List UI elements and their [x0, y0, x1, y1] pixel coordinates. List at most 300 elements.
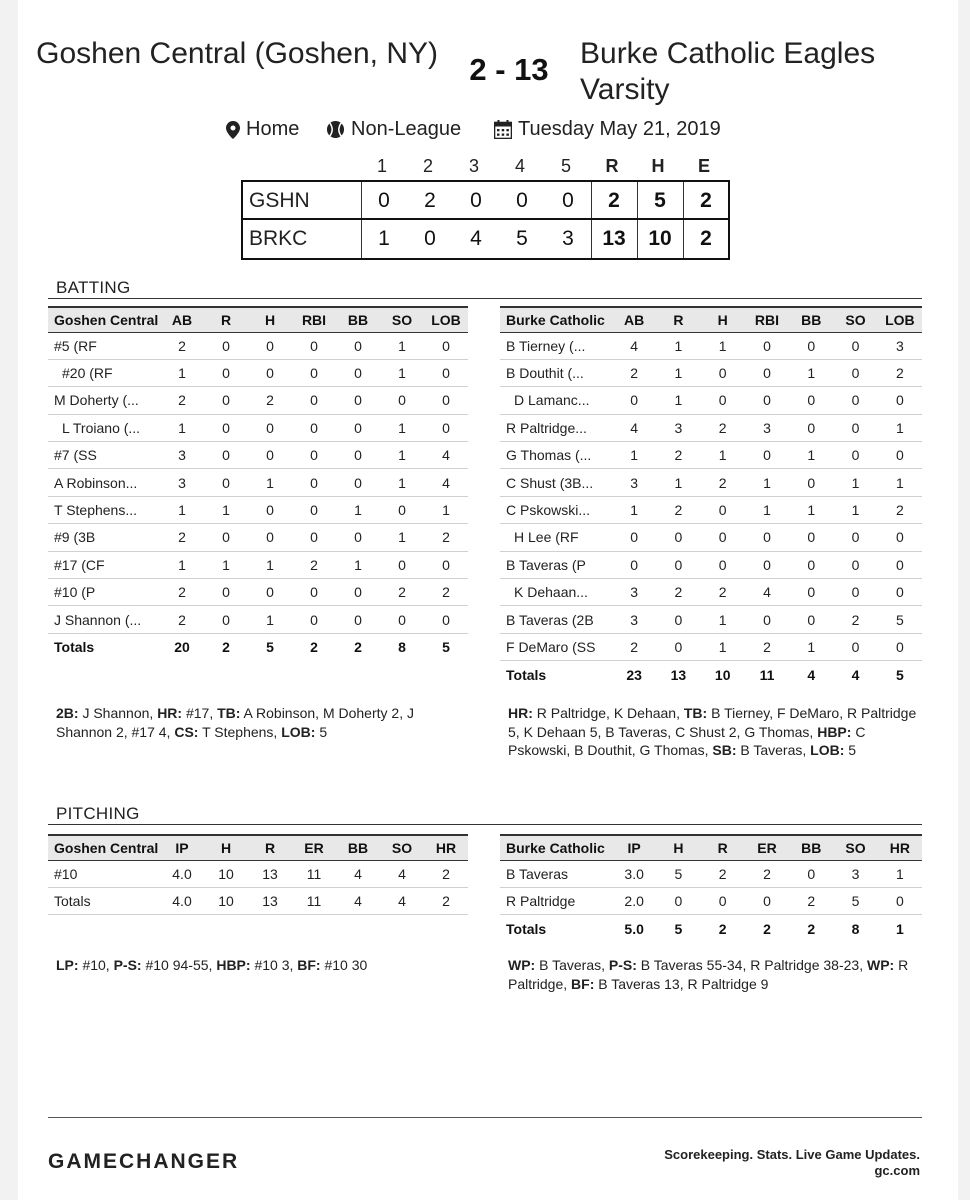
stat-cell: 2 — [745, 633, 789, 660]
stat-cell: 0 — [745, 387, 789, 414]
stat-cell: 0 — [745, 887, 789, 914]
stat-cell: 4 — [336, 860, 380, 887]
stat-cell: 3 — [833, 860, 877, 887]
table-row — [48, 332, 468, 359]
line-score-cell: 4 — [470, 227, 482, 250]
stat-cell: 0 — [878, 579, 922, 606]
player-name: #20 (RF — [48, 359, 160, 386]
stat-cell: 0 — [204, 524, 248, 551]
stat-cell: 0 — [204, 469, 248, 496]
stat-cell: 2 — [656, 496, 700, 523]
table-row — [500, 551, 922, 578]
totals-cell: 11 — [759, 666, 775, 683]
stat-cell: 0 — [424, 414, 468, 441]
away-team-name: Burke Catholic Eagles Varsity — [580, 37, 876, 106]
totals-cell: 4 — [807, 666, 816, 683]
table-row — [500, 579, 922, 606]
totals-row — [500, 661, 922, 688]
table-row — [48, 524, 468, 551]
stat-cell: 0 — [789, 469, 833, 496]
column-header: BB — [336, 835, 380, 860]
date-text: Tuesday May 21, 2019 — [518, 118, 721, 140]
totals-cell: 10 — [204, 887, 248, 914]
line-score-header: 2 — [422, 156, 433, 176]
stat-cell: 0 — [292, 496, 336, 523]
note-label: P-S: — [113, 957, 142, 973]
stat-cell: 0 — [292, 469, 336, 496]
note-text: 5 — [844, 742, 857, 758]
column-header: BB — [336, 307, 380, 332]
stat-cell: 0 — [424, 387, 468, 414]
column-header: IP — [160, 835, 204, 860]
box-score-page — [18, 0, 958, 1200]
column-header: H — [248, 307, 292, 332]
stat-cell: 0 — [336, 469, 380, 496]
player-name: H Lee (RF — [500, 524, 612, 551]
totals-cell: 4 — [851, 666, 860, 683]
stat-cell: 1 — [701, 442, 745, 469]
totals-cell: 1 — [895, 920, 904, 937]
table-header-row — [48, 307, 468, 332]
note-label: WP: — [866, 957, 895, 973]
totals-cell: 5 — [674, 920, 683, 937]
stat-cell: 1 — [380, 524, 424, 551]
stat-cell: 2 — [701, 414, 745, 441]
stat-cell: 1 — [160, 496, 204, 523]
stat-cell: 0 — [701, 524, 745, 551]
stat-cell: 0 — [292, 442, 336, 469]
note-label: WP: — [508, 957, 536, 973]
stat-cell: 2 — [160, 579, 204, 606]
totals-label: Totals — [506, 666, 547, 683]
totals-cell: 2 — [424, 887, 468, 914]
stat-cell: 5 — [656, 860, 700, 887]
table-row — [500, 887, 922, 914]
column-header: H — [701, 307, 745, 332]
goshen-pitching-table — [48, 834, 468, 915]
stat-cell: 0 — [878, 887, 922, 914]
stat-cell: 0 — [292, 332, 336, 359]
stat-cell: 0 — [878, 387, 922, 414]
line-score-cell: 3 — [562, 227, 574, 250]
stat-cell: 2 — [878, 359, 922, 386]
line-score-header: 3 — [468, 156, 479, 176]
column-header: SO — [380, 835, 424, 860]
stat-cell: 1 — [336, 551, 380, 578]
player-name: B Taveras (P — [500, 551, 612, 578]
totals-row — [500, 915, 922, 942]
table-header-row — [48, 835, 468, 860]
stat-cell: 0 — [833, 633, 877, 660]
note-text: #10 30 — [320, 957, 368, 973]
stat-cell: 2 — [612, 633, 656, 660]
footer-tagline — [664, 1147, 920, 1179]
stat-cell: 0 — [292, 414, 336, 441]
stat-cell: 1 — [248, 551, 292, 578]
column-header: SO — [833, 307, 877, 332]
stat-cell: 2 — [380, 579, 424, 606]
stat-cell: 0 — [380, 551, 424, 578]
team-column-header: Burke Catholic — [500, 835, 612, 860]
totals-label: Totals — [506, 920, 547, 937]
burke-batting-table — [500, 306, 922, 688]
stat-cell: 0 — [380, 387, 424, 414]
column-header: H — [204, 835, 248, 860]
stat-cell: 2 — [160, 387, 204, 414]
note-label: CS: — [174, 723, 199, 740]
stat-cell: 1 — [701, 606, 745, 633]
line-score-cell: 5 — [516, 227, 528, 250]
table-header-row — [500, 835, 922, 860]
totals-cell: 8 — [398, 639, 406, 656]
stat-cell: 3 — [612, 579, 656, 606]
stat-cell: 0 — [612, 387, 656, 414]
column-header: H — [656, 835, 700, 860]
note-text: #10 3, — [250, 957, 298, 973]
table-row — [48, 496, 468, 523]
stat-cell: 0 — [745, 551, 789, 578]
stat-cell: 0 — [336, 442, 380, 469]
player-name: L Troiano (... — [48, 414, 160, 441]
stat-cell: 11 — [292, 860, 336, 887]
stat-cell: 0 — [656, 524, 700, 551]
column-header: R — [204, 307, 248, 332]
line-score-cell: 0 — [470, 189, 482, 212]
column-header: R — [248, 835, 292, 860]
note-label: 2B: — [56, 705, 79, 721]
stat-cell: 0 — [424, 606, 468, 633]
stat-cell: 1 — [380, 332, 424, 359]
table-row — [500, 524, 922, 551]
table-row — [500, 633, 922, 660]
player-name: R Paltridge... — [500, 414, 612, 441]
stat-cell: 1 — [833, 496, 877, 523]
totals-cell: 5 — [266, 639, 274, 656]
note-label: LOB: — [810, 742, 845, 758]
stat-cell: 4 — [745, 579, 789, 606]
game-date — [494, 118, 721, 141]
totals-cell: 20 — [174, 639, 190, 656]
stat-cell: 0 — [380, 496, 424, 523]
note-text: #10, — [78, 957, 114, 973]
stat-cell: 4 — [612, 332, 656, 359]
stat-cell: 0 — [424, 332, 468, 359]
totals-cell: 11 — [292, 887, 336, 914]
stat-cell: 0 — [878, 633, 922, 660]
stat-cell: 1 — [248, 606, 292, 633]
stat-cell: 0 — [336, 579, 380, 606]
note-text: B Taveras, — [736, 742, 811, 758]
stat-cell: 2 — [878, 496, 922, 523]
stat-cell: 0 — [248, 332, 292, 359]
stat-cell: 2 — [292, 551, 336, 578]
stat-cell: 0 — [612, 524, 656, 551]
totals-row — [48, 887, 468, 914]
note-label: HBP: — [216, 957, 251, 973]
column-header: ER — [745, 835, 789, 860]
calendar-icon — [494, 120, 512, 139]
stat-cell: 1 — [204, 551, 248, 578]
totals-cell: 2 — [310, 639, 318, 656]
column-header: BB — [789, 307, 833, 332]
player-name: B Douthit (... — [500, 359, 612, 386]
player-name: R Paltridge — [500, 887, 612, 914]
stat-cell: 1 — [745, 496, 789, 523]
player-name: G Thomas (... — [500, 442, 612, 469]
stat-cell: 0 — [656, 887, 700, 914]
stat-cell: 2 — [248, 387, 292, 414]
stat-cell: 2 — [833, 606, 877, 633]
line-score-cell: 0 — [562, 189, 574, 212]
stat-cell: 0 — [878, 442, 922, 469]
column-header: LOB — [424, 307, 468, 332]
stat-cell: 1 — [336, 496, 380, 523]
stat-cell: 1 — [204, 496, 248, 523]
stat-cell: 0 — [745, 442, 789, 469]
stat-cell: 1 — [656, 387, 700, 414]
player-name: F DeMaro (SS — [500, 633, 612, 660]
table-row — [48, 551, 468, 578]
gamechanger-logo: GAMECHANGER — [48, 1150, 240, 1173]
stat-cell: 0 — [656, 633, 700, 660]
note-text: 5 — [315, 723, 328, 740]
column-header: IP — [612, 835, 656, 860]
player-name: B Taveras (2B — [500, 606, 612, 633]
stat-cell: 1 — [789, 633, 833, 660]
table-row — [500, 414, 922, 441]
totals-cell: 2 — [222, 639, 230, 656]
column-header: HR — [878, 835, 922, 860]
player-name: #9 (3B — [48, 524, 160, 551]
stat-cell: 0 — [701, 887, 745, 914]
stat-cell: 0 — [833, 579, 877, 606]
stat-cell: 0 — [248, 496, 292, 523]
stat-cell: 0 — [789, 606, 833, 633]
note-text: T Stephens, — [198, 723, 282, 740]
line-score-cell: 2 — [700, 227, 712, 250]
note-text: A Robinson, M Doherty 2, J Shannon 2, #17 4, — [56, 705, 414, 740]
stat-cell: 0 — [745, 359, 789, 386]
player-name: #10 — [48, 860, 160, 887]
totals-cell: 5.0 — [624, 920, 644, 937]
stat-cell: 0 — [833, 524, 877, 551]
column-header: BB — [789, 835, 833, 860]
stat-cell: 0 — [292, 524, 336, 551]
pitching-section-title: PITCHING — [56, 804, 140, 823]
stat-cell: 0 — [789, 387, 833, 414]
line-score-header: E — [697, 156, 710, 176]
stat-cell: 0 — [789, 414, 833, 441]
note-text: R Paltridge, — [508, 957, 909, 992]
stat-cell: 0 — [292, 359, 336, 386]
team-column-header: Goshen Central — [48, 835, 160, 860]
note-text: C Pskowski, B Douthit, G Thomas, — [508, 723, 866, 758]
note-label: TB: — [683, 705, 708, 721]
player-name: J Shannon (... — [48, 606, 160, 633]
note-text: R Paltridge, K Dehaan, — [532, 705, 684, 721]
line-score-header: 4 — [514, 156, 525, 176]
stat-cell: 0 — [833, 551, 877, 578]
stat-cell: 1 — [789, 359, 833, 386]
note-text: J Shannon, — [78, 705, 158, 721]
stat-cell: 1 — [745, 469, 789, 496]
location-text: Home — [246, 118, 300, 140]
stat-cell: 4 — [424, 469, 468, 496]
totals-cell: 23 — [626, 666, 642, 683]
stat-cell: 0 — [204, 414, 248, 441]
totals-row — [48, 633, 468, 660]
league-text: Non-League — [351, 118, 462, 140]
table-row — [500, 332, 922, 359]
line-score-row — [243, 182, 728, 220]
batting-section-title: BATTING — [56, 278, 131, 297]
stat-cell: 1 — [424, 496, 468, 523]
site-link[interactable]: gc.com — [874, 1163, 920, 1178]
totals-cell: 4 — [380, 887, 424, 914]
totals-cell: 2 — [763, 920, 771, 937]
stat-cell: 0 — [656, 606, 700, 633]
stat-cell: 2 — [160, 524, 204, 551]
stat-cell: 0 — [204, 442, 248, 469]
stat-cell: 2 — [612, 359, 656, 386]
player-name: #17 (CF — [48, 551, 160, 578]
table-row — [500, 442, 922, 469]
note-text: B Taveras 13, R Paltridge 9 — [594, 975, 769, 992]
line-score-team: BRKC — [249, 227, 308, 250]
column-header: RBI — [292, 307, 336, 332]
column-header: HR — [424, 835, 468, 860]
table-header-row — [500, 307, 922, 332]
column-header: AB — [160, 307, 204, 332]
stat-cell: 0 — [336, 359, 380, 386]
stat-cell: 2 — [424, 524, 468, 551]
stat-cell: 1 — [380, 359, 424, 386]
table-row — [48, 860, 468, 887]
stat-cell: 0 — [204, 332, 248, 359]
totals-cell: 5 — [442, 639, 450, 656]
stat-cell: 0 — [248, 359, 292, 386]
stat-cell: 1 — [612, 442, 656, 469]
stat-cell: 2 — [701, 469, 745, 496]
stat-cell: 0 — [789, 551, 833, 578]
team-column-header: Burke Catholic — [500, 307, 612, 332]
stat-cell: 0 — [424, 551, 468, 578]
stat-cell: 3 — [160, 442, 204, 469]
stat-cell: 0 — [336, 524, 380, 551]
stat-cell: 4 — [612, 414, 656, 441]
stat-cell: 0 — [701, 359, 745, 386]
stat-cell: 0 — [833, 332, 877, 359]
note-text: #10 94-55, — [141, 957, 217, 973]
column-header: LOB — [878, 307, 922, 332]
table-row — [48, 579, 468, 606]
table-row — [48, 414, 468, 441]
line-score-cell: 13 — [602, 227, 626, 250]
final-score: 2 - 13 — [469, 52, 549, 87]
stat-cell: 2 — [701, 579, 745, 606]
note-label: SB: — [712, 742, 737, 758]
stat-cell: 4 — [424, 442, 468, 469]
stat-cell: 0 — [336, 606, 380, 633]
stat-cell: 2 — [160, 606, 204, 633]
stat-cell: 0 — [380, 606, 424, 633]
column-header: SO — [833, 835, 877, 860]
player-name: #5 (RF — [48, 332, 160, 359]
stat-cell: 2 — [701, 860, 745, 887]
player-name: C Shust (3B... — [500, 469, 612, 496]
stat-cell: 2 — [160, 332, 204, 359]
note-label: HR: — [157, 705, 183, 721]
note-text: B Tierney, F DeMaro, R Paltridge 5, K Dehaan 5, B Taveras, C Shust 2, G Thomas, — [508, 705, 917, 740]
stat-cell: 1 — [160, 414, 204, 441]
totals-cell: 10 — [714, 666, 731, 683]
player-name: C Pskowski... — [500, 496, 612, 523]
line-score-cell: 2 — [608, 189, 620, 212]
stat-cell: 0 — [292, 606, 336, 633]
stat-cell: 3 — [878, 332, 922, 359]
stat-cell: 0 — [745, 606, 789, 633]
column-header: R — [656, 307, 700, 332]
stat-cell: 0 — [336, 414, 380, 441]
line-score-team: GSHN — [249, 189, 310, 212]
stat-cell: 1 — [878, 469, 922, 496]
stat-cell: 0 — [701, 551, 745, 578]
player-name: K Dehaan... — [500, 579, 612, 606]
line-score-header: 1 — [376, 156, 387, 176]
stat-cell: 0 — [833, 359, 877, 386]
column-header: SO — [380, 307, 424, 332]
stat-cell: 3 — [745, 414, 789, 441]
stat-cell: 1 — [833, 469, 877, 496]
line-score-cell: 5 — [654, 189, 666, 212]
stat-cell: 2 — [424, 579, 468, 606]
stat-cell: 3.0 — [612, 860, 656, 887]
line-score-cell: 10 — [648, 227, 672, 250]
stat-cell: 0 — [833, 387, 877, 414]
stat-cell: 3 — [160, 469, 204, 496]
stat-cell: 0 — [789, 524, 833, 551]
tagline-text: Scorekeeping. Stats. Live Game Updates. — [664, 1147, 920, 1162]
stat-cell: 0 — [248, 579, 292, 606]
stat-cell: 0 — [204, 359, 248, 386]
line-score-cell: 0 — [516, 189, 528, 212]
totals-label: Totals — [48, 887, 160, 914]
stat-cell: 0 — [745, 332, 789, 359]
stat-cell: 0 — [878, 551, 922, 578]
stat-cell: 5 — [833, 887, 877, 914]
totals-cell: 13 — [248, 887, 292, 914]
stat-cell: 1 — [789, 496, 833, 523]
note-label: LP: — [56, 957, 79, 973]
line-score-cell: 2 — [700, 189, 712, 212]
note-label: LOB: — [281, 723, 316, 740]
stat-cell: 1 — [160, 359, 204, 386]
player-name: T Stephens... — [48, 496, 160, 523]
table-row — [500, 359, 922, 386]
team-column-header: Goshen Central — [48, 307, 160, 332]
home-team-name: Goshen Central (Goshen, NY) — [36, 37, 438, 70]
line-score-header: 5 — [560, 156, 571, 176]
totals-cell: 5 — [895, 666, 904, 683]
stat-cell: 1 — [789, 442, 833, 469]
line-score-row — [243, 220, 728, 258]
player-name: D Lamanc... — [500, 387, 612, 414]
line-score-cell: 1 — [378, 227, 390, 250]
totals-cell: 2 — [718, 920, 727, 937]
player-name: B Taveras — [500, 860, 612, 887]
line-score-table — [241, 180, 730, 260]
stat-cell: 0 — [833, 414, 877, 441]
